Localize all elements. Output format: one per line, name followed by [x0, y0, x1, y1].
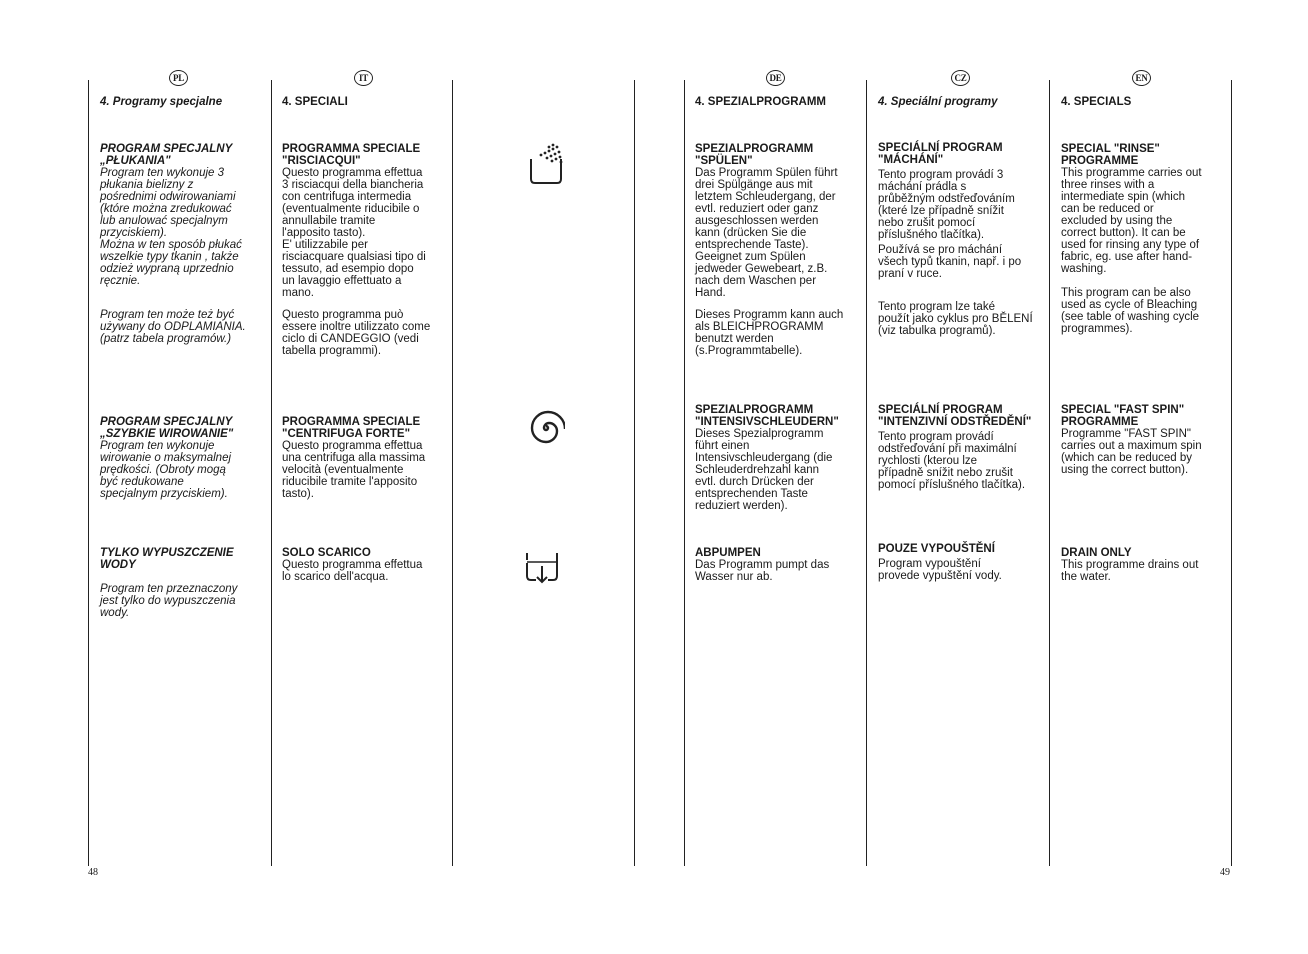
- column-rule: [634, 80, 635, 866]
- it-rinse-note: [282, 309, 446, 357]
- section-heading: 4. SPEZIALPROGRAMM: [695, 96, 826, 108]
- rinse-body-2: Program ten może też być używany do ODPLAMIANIA. (patrz tabela programów.): [100, 309, 246, 345]
- column-rule: [866, 80, 867, 866]
- pl-rinse-note: [100, 309, 264, 345]
- spin-body: Tento program provádí odstřeďování při maximální rychlosti (kterou lze případně snížit nebo zrušit pomocí příslušného tlačítka).: [878, 431, 1026, 491]
- section-heading: 4. SPECIALS: [1061, 96, 1132, 108]
- rinse-title: PROGRAMMA SPECIALE "RISCIACQUI": [282, 143, 421, 167]
- spin-spiral-icon: [527, 409, 565, 447]
- de-rinse-note: [695, 309, 859, 357]
- column-rule: [684, 80, 685, 866]
- language-badge-de: DE: [766, 70, 785, 86]
- spin-title: SPECIÁLNÍ PROGRAM "INTENZIVNÍ ODSTŘEDĚNÍ": [878, 404, 1032, 428]
- rinse-body: Questo programma effettua 3 risciacqui della biancheria con centrifuga intermedia (eventualmente riducibile o annullabile tramite l'apposito tasto). E' utilizzabile per risciacquare qualsiasi tipo di tessuto, ad esempio dopo un lavaggio effettuato a mano.: [282, 167, 426, 299]
- spin-title: PROGRAMMA SPECIALE "CENTRIFUGA FORTE": [282, 416, 421, 440]
- page-number-left: 48: [88, 867, 98, 878]
- column-it: [282, 96, 446, 108]
- page-number-right: 49: [1220, 867, 1230, 878]
- language-badge-pl: PL: [169, 70, 188, 86]
- rinse-body-b: Používá se pro máchání všech typů tkanin, např. i po praní v ruce.: [878, 244, 1022, 280]
- language-badge-it: IT: [354, 70, 373, 86]
- spin-body: Programme "FAST SPIN" carries out a maximum spin (which can be reduced by using the correct button).: [1061, 428, 1202, 476]
- column-en: [1061, 96, 1225, 108]
- rinse-title: SPEZIALPROGRAMM "SPÜLEN": [695, 143, 814, 167]
- spin-title: PROGRAM SPECJALNY „SZYBKIE WIROWANIE": [100, 416, 234, 440]
- spin-title: SPECIAL "FAST SPIN" PROGRAMME: [1061, 404, 1185, 428]
- rinse-body-2: Tento program lze také použít jako cyklus pro BĚLENÍ (viz tabulka programů).: [878, 301, 1033, 337]
- spin-title: SPEZIALPROGRAMM "INTENSIVSCHLEUDERN": [695, 404, 839, 428]
- language-badge-cz: CZ: [951, 70, 970, 86]
- column-rule: [452, 80, 453, 866]
- pl-spin: [100, 416, 264, 500]
- en-rinse: [1061, 143, 1225, 335]
- cz-rinse: [878, 142, 1042, 280]
- drain-tub-arrow-icon: [524, 550, 560, 586]
- drain-body: Das Programm pumpt das Wasser nur ab.: [695, 559, 830, 583]
- de-spin: [695, 404, 859, 512]
- drain-title: SOLO SCARICO: [282, 547, 371, 559]
- rinse-body-2: Questo programma può essere inoltre utilizzato come ciclo di CANDEGGIO (vedi tabella programmi).: [282, 309, 431, 357]
- drain-body: Questo programma effettua lo scarico dell'acqua.: [282, 559, 423, 583]
- drain-title: ABPUMPEN: [695, 547, 761, 559]
- pl-drain: [100, 547, 264, 619]
- pl-rinse: [100, 143, 264, 287]
- drain-body: Program ten przeznaczony jest tylko do wypuszczenia wody.: [100, 583, 238, 619]
- drain-body: Program vypouštění provede vypuštění vody.: [878, 558, 1002, 582]
- rinse-title: SPECIÁLNÍ PROGRAM "MÁCHÁNÍ": [878, 142, 1003, 166]
- drain-title: DRAIN ONLY: [1061, 547, 1132, 559]
- rinse-title: SPECIAL "RINSE" PROGRAMME: [1061, 143, 1160, 167]
- rinse-body: Program ten wykonuje 3 płukania bielizny z pośrednimi odwirowaniami (które można zredukować lub anulować specjalnym przyciskiem). Można w ten sposób płukać wszelkie typy tkanin , także odzież wypraną uprzednio ręcznie.: [100, 167, 242, 287]
- column-cz: [878, 96, 1042, 108]
- cz-drain: [878, 543, 1042, 582]
- section-heading: 4. Programy specjalne: [100, 96, 223, 108]
- column-pl: [100, 96, 264, 108]
- en-spin: [1061, 404, 1225, 476]
- de-drain: [695, 547, 859, 583]
- it-drain: [282, 547, 446, 583]
- it-rinse: [282, 143, 446, 299]
- rinse-body: Tento program provádí 3 máchání prádla s průběžným odstřeďováním (které lze případně snížit nebo zrušit pomocí příslušného tlačítka).: [878, 169, 1015, 241]
- de-rinse: [695, 143, 859, 299]
- rinse-body: Das Programm Spülen führt drei Spülgänge aus mit letztem Schleudergang, der evtl. reduziert oder ganz ausgeschlossen werden kann (drücken Sie die entsprechende Taste). Geeignet zum Spülen jedweder Gewebeart, z.B. nach dem Waschen per Hand.: [695, 167, 838, 299]
- cz-spin: [878, 404, 1042, 491]
- rinse-title: PROGRAM SPECJALNY „PŁUKANIA": [100, 143, 233, 167]
- cz-rinse-note: [878, 301, 1042, 337]
- rinse-shower-tub-icon: [527, 143, 567, 185]
- it-spin: [282, 416, 446, 500]
- rinse-body: This programme carries out three rinses with a intermediate spin (which can be reduced or excluded by using the correct button). It can be used for rinsing any type of fabric, eg. use after hand- washing.: [1061, 167, 1202, 275]
- column-rule: [271, 80, 272, 866]
- spin-body: Dieses Spezialprogramm führt einen Intensivschleudergang (die Schleuderdrehzahl kann evtl. durch Drücken der entsprechenden Taste reduziert werden).: [695, 428, 833, 512]
- en-drain: [1061, 547, 1225, 583]
- section-heading: 4. Speciální programy: [878, 96, 998, 108]
- spin-body: Program ten wykonuje wirowanie o maksymalnej prędkości. (Obroty mogą być redukowane specjalnym przyciskiem).: [100, 440, 232, 500]
- column-rule: [1049, 80, 1050, 866]
- column-rule: [1231, 80, 1232, 866]
- language-badge-en: EN: [1132, 70, 1151, 86]
- rinse-body-b: This program can be also used as cycle of Bleaching (see table of washing cycle programmes).: [1061, 287, 1200, 335]
- column-de: [695, 96, 859, 108]
- rinse-body-2: Dieses Programm kann auch als BLEICHPROGRAMM benutzt werden (s.Programmtabelle).: [695, 309, 844, 357]
- spin-body: Questo programma effettua una centrifuga alla massima velocità (eventualmente riducibile tramite l'apposito tasto).: [282, 440, 426, 500]
- drain-title: POUZE VYPOUŠTĚNÍ: [878, 543, 995, 555]
- drain-body: This programme drains out the water.: [1061, 559, 1199, 583]
- drain-title: TYLKO WYPUSZCZENIE WODY: [100, 547, 234, 571]
- section-heading: 4. SPECIALI: [282, 96, 348, 108]
- column-rule: [88, 80, 89, 866]
